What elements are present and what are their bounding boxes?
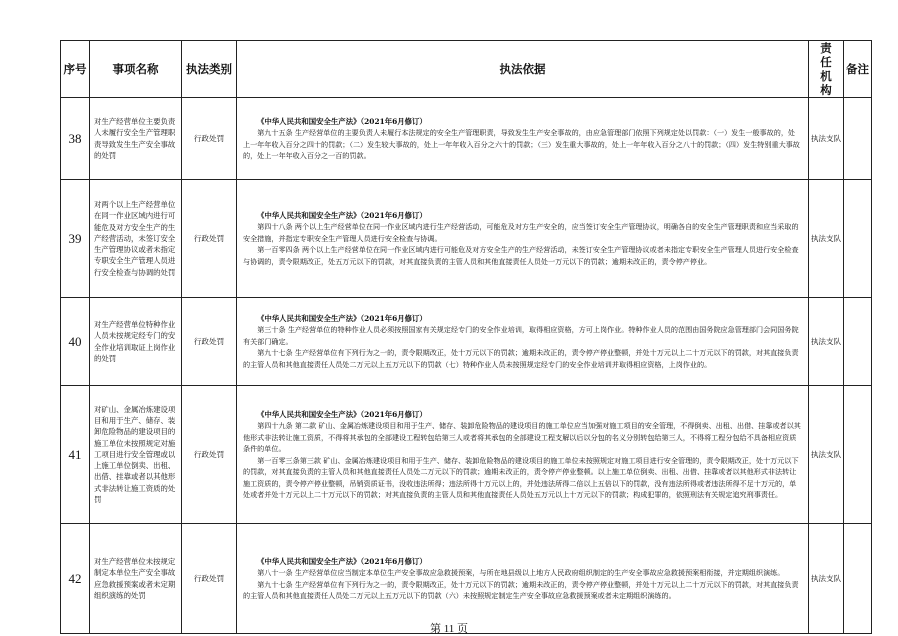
- header-category: 执法类别: [182, 41, 237, 98]
- item-name: 对两个以上生产经营单位在同一作业区域内进行可能危及对方安全生产的生产经营活动，未签订安全生产管理协议或者未指定专职安全生产管理人员进行安全检查与协调的处罚: [90, 180, 182, 298]
- basis-paragraph: 第四十九条 第二款 矿山、金属冶炼建设项目和用于生产、储存、装卸危险物品的建设项目的施工单位应当加强对施工项目的安全管理，不得倒卖、出租、出借、挂靠或者以其他形式非法转让施工资质，不得将其承包的全部建设工程转包给第三人或者将其承包的全部建设工程支解以后以分包的名义分别转包给第三人，不得将工程分包给不具备相应资质条件的单位。: [243, 421, 801, 453]
- header-name: 事项名称: [90, 41, 182, 98]
- basis-paragraph: 第八十一条 生产经营单位应当制定本单位生产安全事故应急救援预案，与所在地县级以上地方人民政府组织制定的生产安全事故应急救援预案相衔接，并定期组织演练。: [257, 568, 785, 577]
- basis-paragraph: 第一百零四条 两个以上生产经营单位在同一作业区域内进行可能危及对方安全生产的生产经营活动，未签订安全生产管理协议或者未指定专职安全生产管理人员进行安全检查与协调的，责令限期改正，处五万元以下的罚款，对其直接负责的主管人员和其他直接责任人员处一万元以下的罚款；逾期未改正的，责令停产停业。: [243, 245, 799, 266]
- header-basis: 执法依据: [237, 41, 809, 98]
- enforcement-table: [60, 40, 872, 634]
- header-note: 备注: [844, 41, 872, 98]
- responsible-dept: 执法支队: [809, 524, 844, 634]
- law-title: 《中华人民共和国安全生产法》（2021年6月修订）: [257, 210, 427, 220]
- item-name: 对生产经营单位特种作业人员未按规定经专门的安全作业培训取证上岗作业的处罚: [90, 298, 182, 386]
- row-number: 38: [61, 98, 90, 180]
- item-name: 对矿山、金属冶炼建设项目和用于生产、储存、装卸危险物品的建设项目的施工单位未按照规定对施工项目进行安全管理或以上施工单位倒卖、出租、出借、挂靠或者以其他形式非法转让施工资质的处罚: [90, 386, 182, 524]
- item-name: 对生产经营单位未按规定制定本单位生产安全事故应急救援预案或者未定期组织演练的处罚: [90, 524, 182, 634]
- remarks: [844, 180, 872, 298]
- law-title: 《中华人民共和国安全生产法》（2021年6月修订）: [257, 409, 427, 419]
- law-title: 《中华人民共和国安全生产法》（2021年6月修订）: [257, 116, 427, 126]
- law-title: 《中华人民共和国安全生产法》（2021年6月修订）: [257, 556, 427, 566]
- header-dept: 责任机构: [809, 41, 844, 98]
- row-number: 41: [61, 386, 90, 524]
- item-name: 对生产经营单位主要负责人未履行安全生产管理职责导致发生生产安全事故的处罚: [90, 98, 182, 180]
- legal-basis: [237, 524, 809, 634]
- enforcement-category: 行政处罚: [182, 298, 237, 386]
- enforcement-category: 行政处罚: [182, 524, 237, 634]
- basis-paragraph: 第九十七条 生产经营单位有下列行为之一的，责令限期改正，处十万元以下的罚款；逾期未改正的，责令停产停业整顿，并处十万元以上二十万元以下的罚款，对其直接负责的主管人员和其他直接责任人员处二万元以上五万元以下的罚款（七）特种作业人员未按照规定经专门的安全作业培训并取得相应资格，上岗作业的。: [243, 348, 799, 369]
- row-number: 40: [61, 298, 90, 386]
- remarks: [844, 386, 872, 524]
- law-title: 《中华人民共和国安全生产法》（2021年6月修订）: [257, 313, 427, 323]
- remarks: [844, 298, 872, 386]
- row-number: 42: [61, 524, 90, 634]
- page-number: 第 11 页: [429, 623, 469, 635]
- row-number: 39: [61, 180, 90, 298]
- remarks: [844, 524, 872, 634]
- table-row: [61, 298, 872, 386]
- basis-paragraph: 第九十七条 生产经营单位有下列行为之一的，责令限期改正，处十万元以下的罚款；逾期未改正的，责令停产停业整顿，并处十万元以上二十万元以下的罚款，对其直接负责的主管人员和其他直接责任人员处二万元以上五万元以下的罚款（六）未按照规定制定生产安全事故应急救援预案或者未定期组织演练的。: [243, 579, 799, 600]
- table-row: [61, 180, 872, 298]
- legal-basis: [237, 386, 809, 524]
- responsible-dept: 执法支队: [809, 298, 844, 386]
- basis-paragraph: 第九十五条 生产经营单位的主要负责人未履行本法规定的安全生产管理职责，导致发生生产安全事故的，由应急管理部门依照下列规定处以罚款：（一）发生一般事故的，处上一年年收入百分之四十的罚款；（二）发生较大事故的，处上一年年收入百分之六十的罚款；（三）发生重大事故的，处上一年年收入百分之八十的罚款；（四）发生特别重大事故的，处上一年年收入百分之一百的罚款。: [243, 128, 800, 160]
- enforcement-category: 行政处罚: [182, 98, 237, 180]
- table-row: [61, 386, 872, 524]
- table-row: [61, 98, 872, 180]
- basis-paragraph: 第四十八条 两个以上生产经营单位在同一作业区域内进行生产经营活动，可能危及对方生产安全的，应当签订安全生产管理协议，明确各自的安全生产管理职责和应当采取的安全措施，并指定专职安全生产管理人员进行安全检查与协调。: [243, 222, 799, 243]
- table-body: [61, 98, 872, 634]
- legal-basis: [237, 298, 809, 386]
- responsible-dept: 执法支队: [809, 386, 844, 524]
- header-seq: 序号: [61, 41, 90, 98]
- remarks: [844, 98, 872, 180]
- legal-basis: [237, 180, 809, 298]
- enforcement-category: 行政处罚: [182, 180, 237, 298]
- basis-paragraph: 第三十条 生产经营单位的特种作业人员必须按照国家有关规定经专门的安全作业培训，取得相应资格，方可上岗作业。特种作业人员的范围由国务院应急管理部门会同国务院有关部门确定。: [243, 325, 799, 346]
- responsible-dept: 执法支队: [809, 98, 844, 180]
- table-header-row: [61, 41, 872, 98]
- responsible-dept: 执法支队: [809, 180, 844, 298]
- enforcement-category: 行政处罚: [182, 386, 237, 524]
- table-row: [61, 524, 872, 634]
- legal-basis: [237, 98, 809, 180]
- basis-paragraph: 第一百零三条第三款 矿山、金属冶炼建设项目和用于生产、储存、装卸危险物品的建设项目的施工单位未按照规定对施工项目进行安全管理的，责令限期改正，处十万元以下的罚款，对其直接负责的主管人员和其他直接责任人员处二万元以下的罚款；逾期未改正的，责令停产停业整顿。以上施工单位倒卖、出租、出借、挂靠或者以其他形式非法转让施工资质的，责令停产停业整顿，吊销资质证书，没收违法所得；违法所得十万元以上的，并处违法所得二倍以上五倍以下的罚款，没有违法所得或者违法所得不足十万元的，单处或者并处十万元以上二十万元以下的罚款；对其直接负责的主管人员和其他直接责任人员处五万元以上十万元以下的罚款；构成犯罪的，依照刑法有关规定追究刑事责任。: [243, 455, 799, 499]
